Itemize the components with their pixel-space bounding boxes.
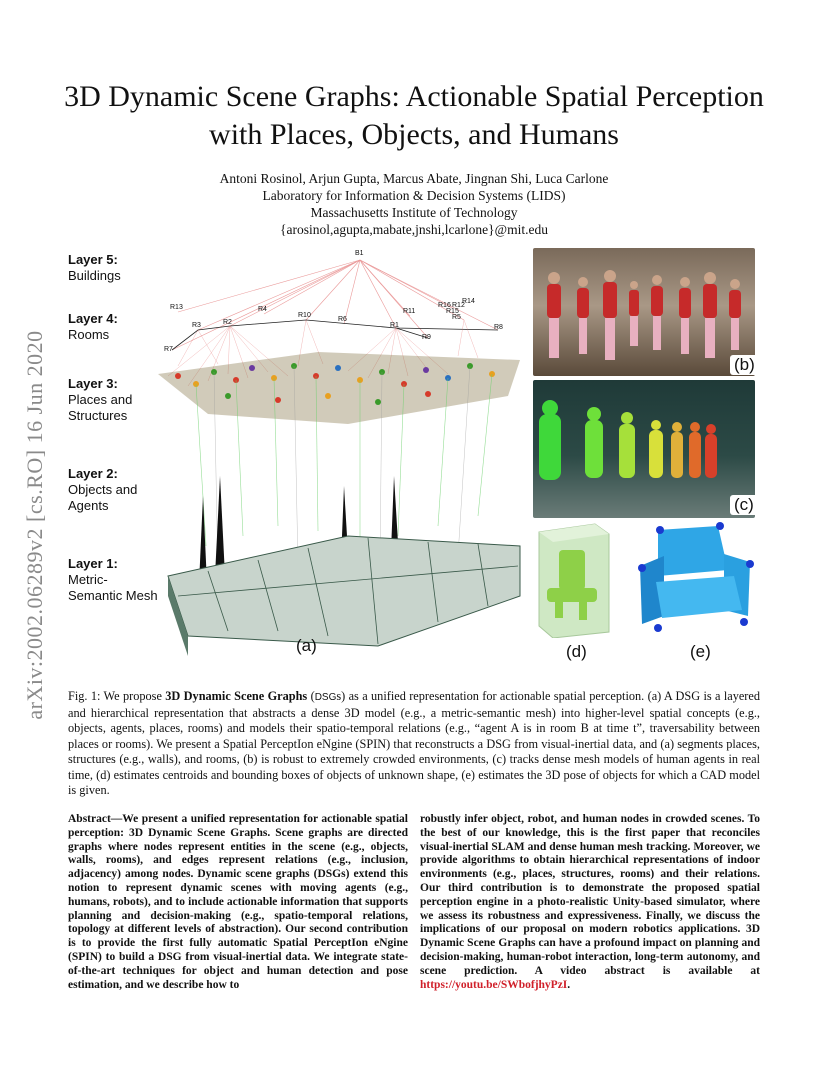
node-label: R11 <box>403 308 416 315</box>
author-block <box>60 170 768 238</box>
author-lab: Laboratory for Information & Decision Systems (LIDS) <box>262 188 566 203</box>
layer-1-label: Layer 1: Metric-Semantic Mesh <box>68 556 158 603</box>
node-label: R13 <box>170 304 183 311</box>
human-mesh-panel <box>533 380 755 518</box>
panel-a-label: (a) <box>296 636 317 655</box>
node-label: R3 <box>192 322 201 329</box>
video-link[interactable]: https://youtu.be/SWbofjhyPzI <box>420 978 568 991</box>
node-label: R4 <box>258 306 267 313</box>
layer-2-label: Layer 2: Objects and Agents <box>68 466 138 513</box>
abstract-left-column: Abstract—We present a unified representation for actionable spatial perception: 3D Dynamic Scene Graphs. Scene graphs are directed graphs where nodes represent entities in the scene (e.g., objects, walls, rooms), and edges represent relations (e.g., inclusion, adjacency) among nodes. Dynamic scene graphs (DSGs) extend this notion to represent dynamic scenes with moving agents (e.g., humans, robots), and to include actionable information that supports planning and decision-making (e.g., spatio-temporal relations, topology at different levels of abstraction). Our second contribution is to provide the first fully automatic Spatial PerceptIon eNgine (SPIN) to build a DSG from visual-inertial data. We integrate state-of-the-art techniques for object and human detection and pose estimation, and we describe how to <box>68 813 408 991</box>
node-labels <box>148 246 528 366</box>
panel-c-label: (c) <box>730 495 758 515</box>
node-label: R8 <box>494 324 503 331</box>
layer-3-label: Layer 3: Places and Structures <box>68 376 133 423</box>
author-emails: {arosinol,agupta,mabate,jnshi,lcarlone}@mit.edu <box>280 222 548 237</box>
author-institution: Massachusetts Institute of Technology <box>310 205 518 220</box>
figure-caption: Fig. 1: We propose 3D Dynamic Scene Graphs (DSGs) as a unified representation for actionable spatial perception. (a) A DSG is a layered and hierarchical representation that abstracts a dense 3D model (e.g., a metric-semantic mesh) into higher-level spatial concepts (e.g., objects, agents, places, rooms) and models their spatio-temporal relations (e.g., “agent A is in room B at time t”, traversability between places or rooms). We present a Spatial PerceptIon eNgine (SPIN) that reconstructs a DSG from visual-inertial data, and (a) segments places, structures (e.g., walls), and rooms, (b) is robust to extremely crowded environments, (c) tracks dense mesh models of human agents in real time, (d) estimates centroids and bounding boxes of objects of unknown shape, (e) estimates the 3D pose of objects for which a CAD model is given. <box>68 689 761 797</box>
node-label: R2 <box>223 319 232 326</box>
node-label: R14 <box>462 298 475 305</box>
node-label: R6 <box>338 316 347 323</box>
author-names: Antoni Rosinol, Arjun Gupta, Marcus Abate, Jingnan Shi, Luca Carlone <box>219 171 609 186</box>
node-label: R10 <box>298 312 311 319</box>
layer-4-label: Layer 4: Rooms <box>68 311 118 342</box>
node-label: B1 <box>355 250 364 257</box>
panel-d-label: (d) <box>566 642 587 661</box>
panel-e-label: (e) <box>690 642 711 661</box>
node-label: R1 <box>390 322 399 329</box>
armchair-pose-panel <box>632 520 758 640</box>
layer-5-label: Layer 5: Buildings <box>68 252 121 283</box>
node-label: R12 <box>452 302 465 309</box>
caption-emphasis: 3D Dynamic Scene Graphs <box>165 689 308 703</box>
node-label: R5 <box>452 314 461 321</box>
node-label: R15 <box>446 308 459 315</box>
panel-b-label: (b) <box>730 355 759 375</box>
node-label: R9 <box>422 334 431 341</box>
paper-title: 3D Dynamic Scene Graphs: Actionable Spatial Perception with Places, Objects, and Humans <box>64 80 764 151</box>
crowd-photo <box>533 248 755 376</box>
bounding-box-panel <box>533 520 613 638</box>
arxiv-stamp: arXiv:2002.06289v2 [cs.RO] 16 Jun 2020 <box>22 330 47 720</box>
node-label: R7 <box>164 346 173 353</box>
node-label: R16 <box>438 302 451 309</box>
abstract-right-column: robustly infer object, robot, and human nodes in crowded scenes. To the best of our knowledge, this is the first paper that reconciles visual-inertial SLAM and dense human mesh tracking. Moreover, we provide algorithms to obtain hierarchical representations of indoor environments (e.g., places, structures, rooms) and their relations. Our third contribution is to demonstrate the proposed spatial perception engine in a photo-realistic Unity-based simulator, where we assess its robustness and expressiveness. Finally, we discuss the implications of our proposal on modern robotics applications. 3D Dynamic Scene Graphs can have a profound impact on planning and decision-making, human-robot interaction, long-term autonomy, and scene prediction. A video abstract is available at https://youtu.be/SWbofjhyPzI. <box>420 813 760 991</box>
